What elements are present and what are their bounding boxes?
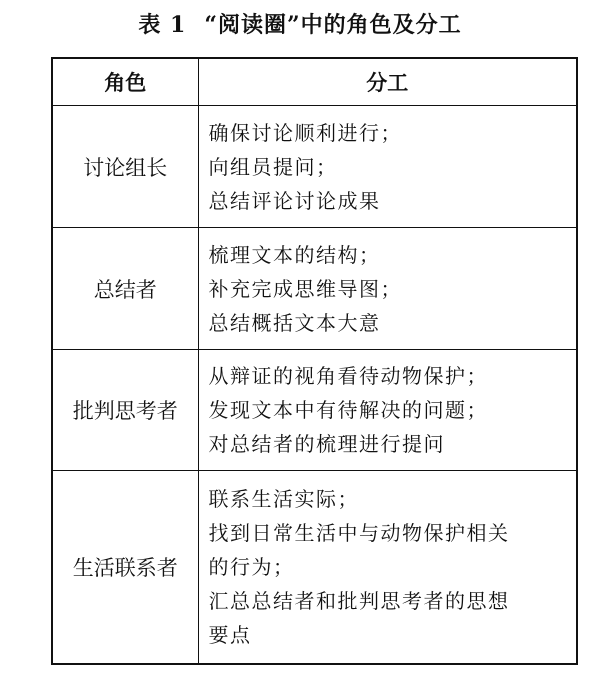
table-row	[52, 228, 577, 350]
role-cell: 批判思考者	[52, 350, 198, 471]
roles-table	[51, 57, 578, 665]
duty-line: 梳理文本的结构；	[208, 242, 381, 267]
duty-line: 从辩证的视角看待动物保护；	[208, 364, 488, 388]
duties-cell	[198, 350, 577, 471]
duties-cell	[198, 106, 577, 228]
role-cell: 生活联系者	[52, 471, 198, 665]
duty-line: 的行为；	[208, 555, 295, 579]
header-duties: 分工	[198, 58, 577, 106]
duty-line: 向组员提问；	[208, 154, 338, 179]
duties-cell	[198, 471, 577, 665]
duty-line: 对总结者的梳理进行提问	[208, 432, 445, 456]
duty-line: 找到日常生活中与动物保护相关	[208, 521, 510, 545]
table-row	[52, 471, 577, 665]
table-header-row	[52, 58, 577, 106]
table-caption	[0, 8, 600, 39]
table-row	[52, 106, 577, 228]
duty-line: 确保讨论顺利进行；	[208, 120, 402, 145]
table-title: “阅读圈”中的角色及分工	[204, 12, 462, 38]
table-number: 表 1	[138, 12, 187, 38]
duty-line: 汇总总结者和批判思考者的思想	[208, 589, 510, 613]
table-row	[52, 350, 577, 471]
role-cell: 总结者	[52, 228, 198, 350]
role-cell: 讨论组长	[52, 106, 198, 228]
header-role: 角色	[52, 58, 198, 106]
duty-line: 要点	[208, 623, 252, 647]
duty-line: 补充完成思维导图；	[208, 276, 402, 301]
duty-line: 联系生活实际；	[208, 487, 359, 511]
duties-cell	[198, 228, 577, 350]
duty-line: 总结评论讨论成果	[208, 188, 381, 213]
duty-line: 总结概括文本大意	[208, 310, 381, 335]
duty-line: 发现文本中有待解决的问题；	[208, 398, 488, 422]
